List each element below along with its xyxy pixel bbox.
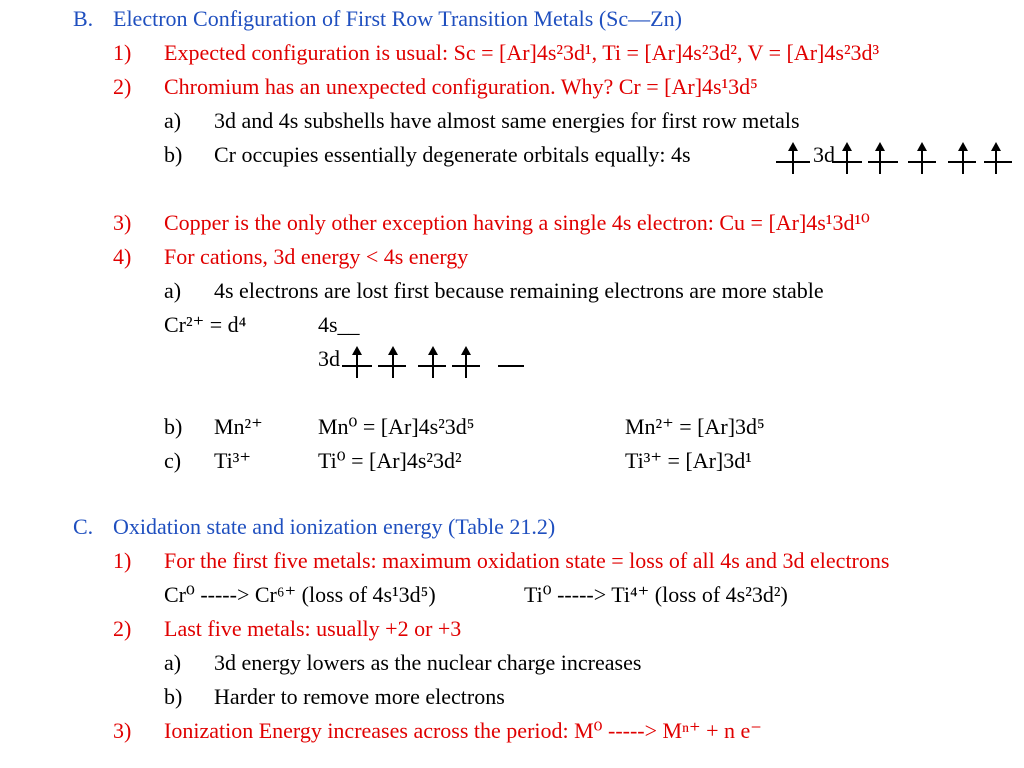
c2a-text: 3d energy lowers as the nuclear charge increases xyxy=(214,650,642,675)
c2b-text: Harder to remove more electrons xyxy=(214,684,505,709)
c2-text: Last five metals: usually +2 or +3 xyxy=(164,616,462,641)
cr-ion-4s-label: 4s__ xyxy=(318,312,360,337)
cr-ion-orbital-diagram xyxy=(340,344,530,384)
c3-number: 3) xyxy=(113,718,132,743)
ion-orbital-1 xyxy=(342,346,372,378)
b2a-number: a) xyxy=(164,108,182,133)
b4-text: For cations, 3d energy < 4s energy xyxy=(164,244,469,269)
cr-orbital-diagram xyxy=(770,140,1015,180)
orbital-3d-box-5 xyxy=(984,142,1012,174)
b3-number: 3) xyxy=(113,210,132,235)
orbital-4s-box xyxy=(776,142,810,174)
section-b-marker: B. xyxy=(73,6,94,31)
c2b-number: b) xyxy=(164,684,183,709)
c1-example-cr: Cr⁰ -----> Cr⁶⁺ (loss of 4s¹3d⁵) xyxy=(164,582,436,607)
mn-number: b) xyxy=(164,414,183,439)
b4a-text: 4s electrons are lost first because remaining electrons are more stable xyxy=(214,278,824,303)
orbital-3d-box-2 xyxy=(868,142,898,174)
c1-text: For the first five metals: maximum oxidation state = loss of all 4s and 3d electrons xyxy=(164,548,890,573)
section-c-title: Oxidation state and ionization energy (Table 21.2) xyxy=(113,514,556,539)
orbital-3d-box-3 xyxy=(908,142,936,174)
ion-orbital-3 xyxy=(418,346,446,378)
c1-number: 1) xyxy=(113,548,132,573)
b2a-text: 3d and 4s subshells have almost same energies for first row metals xyxy=(214,108,800,133)
b4-number: 4) xyxy=(113,244,132,269)
b2-text: Chromium has an unexpected configuration. Why? Cr = [Ar]4s¹3d⁵ xyxy=(164,74,758,99)
mn-cation-config: Mn²⁺ = [Ar]3d⁵ xyxy=(625,414,765,439)
cr-ion-lhs: Cr²⁺ = d⁴ xyxy=(164,312,247,337)
ti-cation-config: Ti³⁺ = [Ar]3d¹ xyxy=(625,448,752,473)
ti-ion: Ti³⁺ xyxy=(214,448,251,473)
orbital-3d-box-4 xyxy=(948,142,976,174)
c2a-number: a) xyxy=(164,650,182,675)
b3-text: Copper is the only other exception having a single 4s electron: Cu = [Ar]4s¹3d¹⁰ xyxy=(164,210,870,235)
b2-number: 2) xyxy=(113,74,132,99)
b2b-3d-label: 3d xyxy=(813,142,835,167)
ion-orbital-4 xyxy=(452,346,480,378)
section-c-marker: C. xyxy=(73,514,94,539)
section-b-title: Electron Configuration of First Row Transition Metals (Sc—Zn) xyxy=(113,6,682,31)
c3-text: Ionization Energy increases across the period: M⁰ -----> Mⁿ⁺ + n e⁻ xyxy=(164,718,762,743)
b4a-number: a) xyxy=(164,278,182,303)
mn-ion: Mn²⁺ xyxy=(214,414,263,439)
cr-ion-3d-label: 3d xyxy=(318,346,340,371)
orbital-3d-box-1 xyxy=(832,142,862,174)
ti-neutral-config: Ti⁰ = [Ar]4s²3d² xyxy=(318,448,462,473)
ti-number: c) xyxy=(164,448,182,473)
c2-number: 2) xyxy=(113,616,132,641)
b1-text: Expected configuration is usual: Sc = [Ar]4s²3d¹, Ti = [Ar]4s²3d², V = [Ar]4s²3d³ xyxy=(164,40,880,65)
b2b-number: b) xyxy=(164,142,183,167)
b2b-text: Cr occupies essentially degenerate orbitals equally: 4s xyxy=(214,142,691,167)
mn-neutral-config: Mn⁰ = [Ar]4s²3d⁵ xyxy=(318,414,475,439)
ion-orbital-2 xyxy=(378,346,406,378)
c1-example-ti: Ti⁰ -----> Ti⁴⁺ (loss of 4s²3d²) xyxy=(524,582,788,607)
b1-number: 1) xyxy=(113,40,132,65)
